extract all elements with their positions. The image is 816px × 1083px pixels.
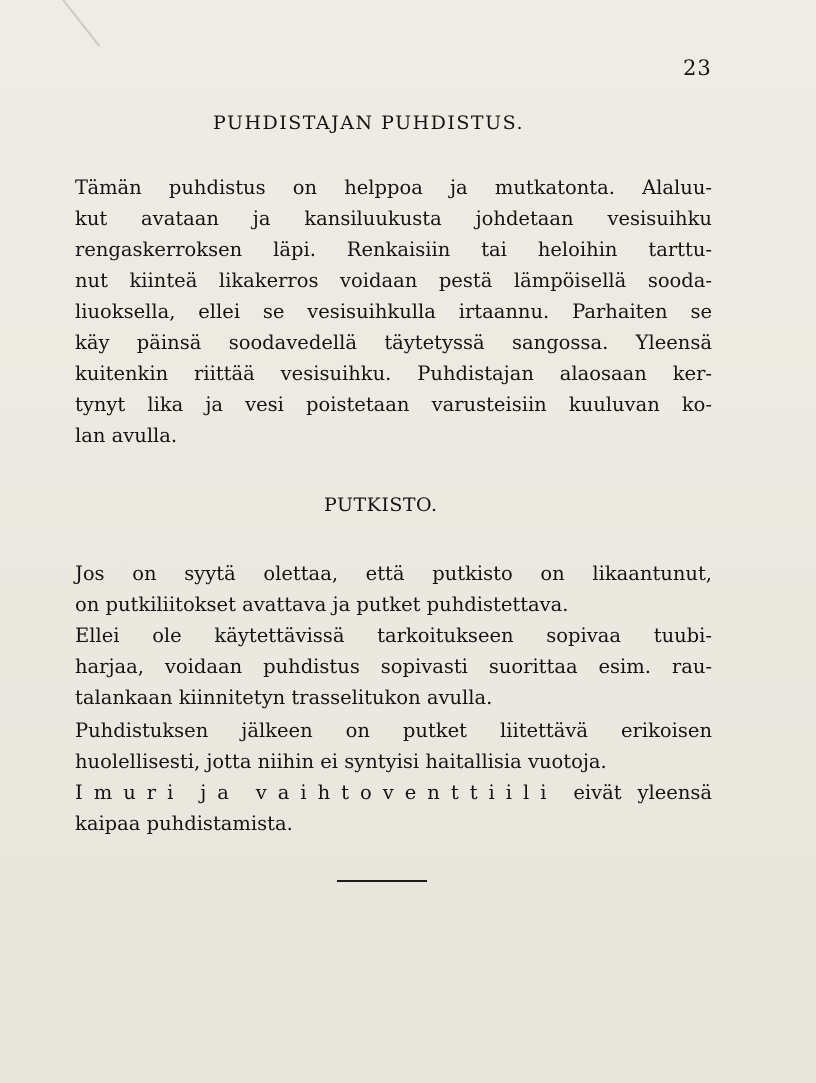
section-heading-puhdistajan-puhdistus: PUHDISTAJAN PUHDISTUS. (213, 112, 524, 134)
text-line: talankaan kiinnitetyn trasselitukon avulla. (75, 686, 493, 709)
text-line: Ellei ole käytettävissä tarkoitukseen sopivaa tuubi- (75, 624, 712, 647)
text-line: Puhdistuksen jälkeen on putket liitettävä erikoisen (75, 719, 712, 742)
end-rule (337, 880, 427, 882)
spaced-word: Imuri (75, 781, 185, 804)
text-line: tynyt lika ja vesi poistetaan varusteisiin kuuluvan ko- (75, 393, 712, 416)
paragraph-cleaner-cleaning (75, 172, 712, 451)
text-line: kut avataan ja kansiluukusta johdetaan vesisuihku (75, 207, 712, 230)
text-line: kuitenkin riittää vesisuihku. Puhdistajan alaosaan ker- (75, 362, 712, 385)
paragraph-tube-brush (75, 620, 712, 713)
paper-scratch-mark (62, 0, 101, 47)
spaced-word: vaihtoventtiili (255, 781, 558, 804)
paragraph-reconnect-pipes (75, 715, 712, 777)
text-line: käy päinsä soodavedellä täytetyssä sangossa. Yleensä (75, 331, 712, 354)
text-line-spaced (75, 777, 712, 808)
text-line: lan avulla. (75, 424, 178, 447)
spaced-word: ja (200, 781, 240, 804)
text-line: Tämän puhdistus on helppoa ja mutkatonta. Alaluu- (75, 176, 712, 199)
text-line: liuoksella, ellei se vesisuihkulla irtaannu. Parhaiten se (75, 300, 712, 323)
paragraph-piping-dirty (75, 558, 712, 620)
paragraph-ejector-valve (75, 777, 712, 839)
text-line: Jos on syytä olettaa, että putkisto on likaantunut, (75, 562, 712, 585)
text-line: rengaskerroksen läpi. Renkaisiin tai heloihin tarttu- (75, 238, 712, 261)
section-heading-putkisto: PUTKISTO. (324, 494, 438, 516)
page-number: 23 (683, 56, 712, 80)
text-fragment: eivät yleensä (573, 781, 713, 804)
text-line: harjaa, voidaan puhdistus sopivasti suorittaa esim. rau- (75, 655, 712, 678)
text-line: on putkiliitokset avattava ja putket puhdistettava. (75, 593, 569, 616)
text-line: huolellisesti, jotta niihin ei syntyisi haitallisia vuotoja. (75, 750, 607, 773)
text-line: nut kiinteä likakerros voidaan pestä lämpöisellä sooda- (75, 269, 712, 292)
text-line: kaipaa puhdistamista. (75, 812, 293, 835)
